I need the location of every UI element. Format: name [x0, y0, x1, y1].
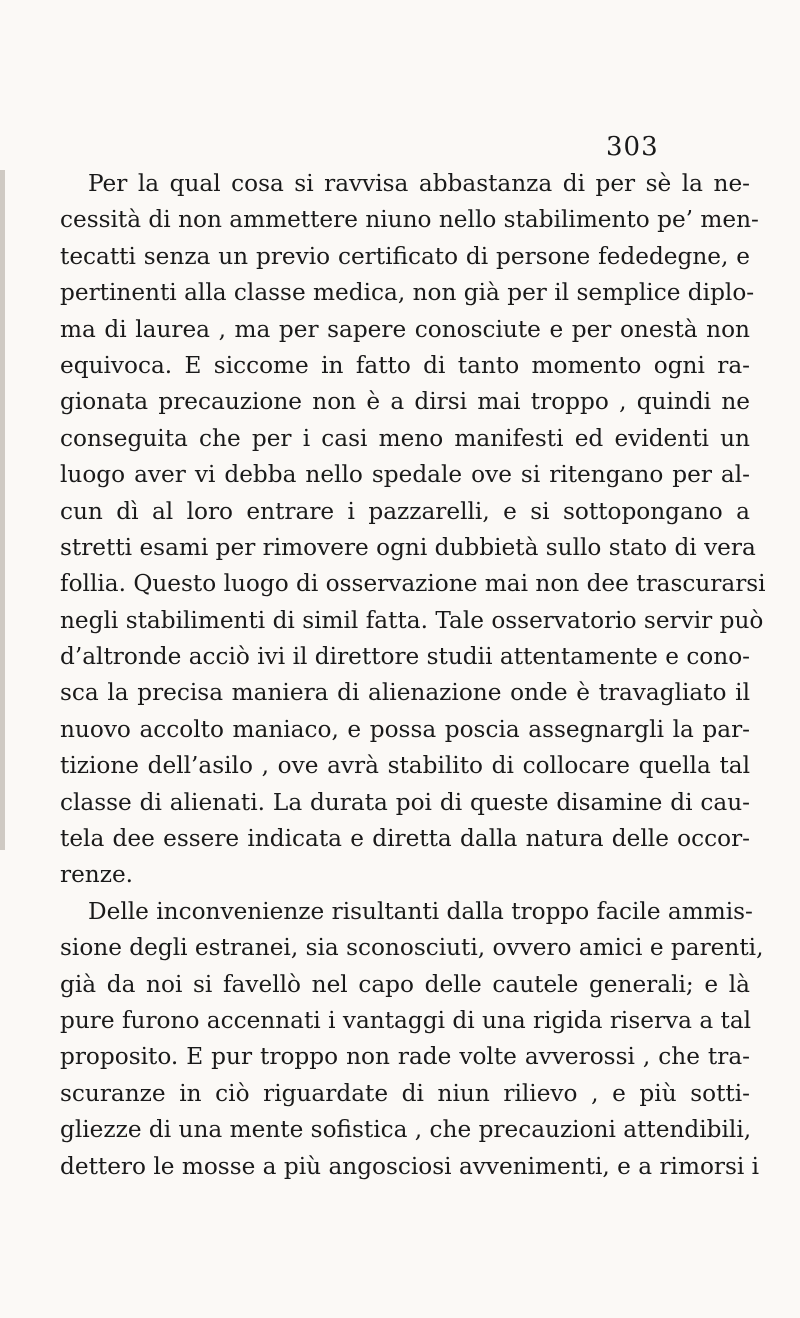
text-line: gionata precauzione non è a dirsi mai troppo , quindi ne: [60, 388, 750, 416]
text-line: conseguita che per i casi meno manifesti ed evidenti un: [60, 424, 750, 452]
text-line: Per la qual cosa si ravvisa abbastanza di per sè la ne-: [88, 170, 750, 197]
text-line: equivoca. E siccome in fatto di tanto momento ogni ra-: [60, 351, 750, 379]
text-line: sca la precisa maniera di alienazione onde è travagliato il: [60, 679, 750, 707]
binding-shadow: [0, 170, 5, 850]
text-line: tizione dell’asilo , ove avrà stabilito di collocare quella tal: [60, 752, 750, 780]
text-line: tecatti senza un previo certificato di persone fededegne, e: [60, 242, 750, 270]
text-line: cessità di non ammettere niuno nello stabilimento pe’ men-: [60, 206, 759, 234]
text-line: già da noi si favellò nel capo delle cautele generali; e là: [60, 970, 750, 998]
text-line: d’altronde acciò ivi il direttore studii attentamente e cono-: [60, 643, 750, 671]
text-line: dettero le mosse a più angosciosi avvenimenti, e a rimorsi i: [60, 1152, 760, 1180]
text-line: negli stabilimenti di simil fatta. Tale osservatorio servir può: [60, 606, 764, 634]
text-line: luogo aver vi debba nello spedale ove si ritengano per al-: [60, 461, 750, 489]
text-line: scuranze in ciò riguardate di niun rilievo , e più sotti-: [60, 1079, 750, 1107]
page-number: 303: [606, 132, 659, 162]
text-line: ma di laurea , ma per sapere conosciute e per onestà non: [60, 315, 750, 343]
text-line: follia. Questo luogo di osservazione mai non dee trascurarsi: [60, 570, 766, 598]
text-line: nuovo accolto maniaco, e possa poscia assegnargli la par-: [60, 715, 750, 743]
text-line: gliezze di una mente sofistica , che precauzioni attendibili,: [60, 1116, 752, 1144]
text-line: proposito. E pur troppo non rade volte avverossi , che tra-: [60, 1043, 750, 1071]
text-line: classe di alienati. La durata poi di queste disamine di cau-: [60, 788, 750, 816]
text-line: renze.: [60, 861, 134, 889]
text-line: pertinenti alla classe medica, non già per il semplice diplo-: [60, 279, 755, 307]
text-line: sione degli estranei, sia sconosciuti, ovvero amici e parenti,: [60, 934, 764, 962]
text-line: Delle inconvenienze risultanti dalla troppo facile ammis-: [88, 897, 753, 925]
text-line: stretti esami per rimovere ogni dubbietà sullo stato di vera: [60, 533, 756, 561]
text-line: cun dì al loro entrare i pazzarelli, e si sottopongano a: [60, 497, 750, 525]
text-line: tela dee essere indicata e diretta dalla natura delle occor-: [60, 825, 750, 853]
text-line: pure furono accennati i vantaggi di una rigida riserva a tal: [60, 1006, 752, 1034]
body-text: [60, 166, 766, 1185]
